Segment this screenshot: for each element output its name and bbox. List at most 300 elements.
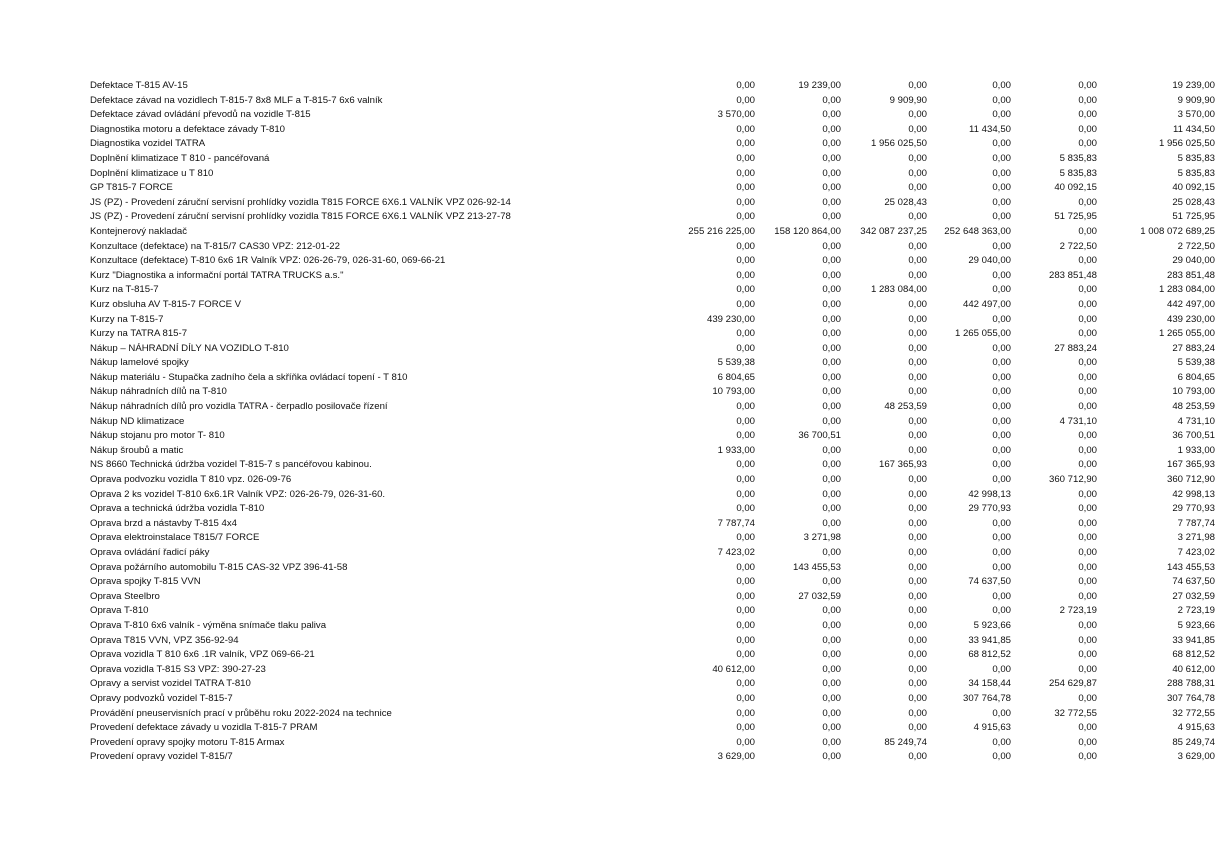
- row-label: Oprava T-810: [90, 605, 149, 617]
- row-value-2: 0,00: [822, 211, 841, 223]
- row-total: 1 283 084,00: [1158, 284, 1215, 296]
- row-value-5: 0,00: [1078, 328, 1097, 340]
- row-total: 7 787,74: [1177, 517, 1215, 529]
- row-total: 5 835,83: [1177, 167, 1215, 179]
- table-row: [90, 517, 1215, 532]
- row-value-2: 0,00: [822, 444, 841, 456]
- row-value-5: 0,00: [1078, 357, 1097, 369]
- table-row: [90, 94, 1215, 109]
- row-total: 1 956 025,50: [1158, 138, 1215, 150]
- row-value-2: 0,00: [822, 196, 841, 208]
- row-value-1: 0,00: [736, 415, 755, 427]
- row-value-1: 0,00: [736, 590, 755, 602]
- row-value-2: 36 700,51: [798, 430, 841, 442]
- row-value-5: 0,00: [1078, 298, 1097, 310]
- row-value-5: 0,00: [1078, 503, 1097, 515]
- row-value-3: 0,00: [908, 109, 927, 121]
- row-value-5: 0,00: [1078, 576, 1097, 588]
- row-label: Oprava elektroinstalace T815/7 FORCE: [90, 532, 260, 544]
- row-label: GP T815-7 FORCE: [90, 182, 173, 194]
- row-value-2: 0,00: [822, 488, 841, 500]
- table-row: [90, 385, 1215, 400]
- row-value-1: 0,00: [736, 167, 755, 179]
- row-value-4: 0,00: [992, 240, 1011, 252]
- row-value-3: 9 909,90: [889, 94, 927, 106]
- table-row: [90, 298, 1215, 313]
- row-value-3: 167 365,93: [878, 459, 927, 471]
- row-total: 40 092,15: [1172, 182, 1215, 194]
- table-row: [90, 283, 1215, 298]
- row-value-4: 1 265 055,00: [954, 328, 1011, 340]
- row-value-3: 0,00: [908, 707, 927, 719]
- row-total: 27 883,24: [1172, 342, 1215, 354]
- row-value-5: 0,00: [1078, 123, 1097, 135]
- row-value-4: 442 497,00: [962, 298, 1011, 310]
- table-row: [90, 546, 1215, 561]
- row-label: Doplnění klimatizace u T 810: [90, 167, 214, 179]
- table-row: [90, 634, 1215, 649]
- row-value-5: 27 883,24: [1054, 342, 1097, 354]
- cost-table: [90, 79, 1215, 765]
- row-value-2: 0,00: [822, 474, 841, 486]
- row-value-2: 27 032,59: [798, 590, 841, 602]
- row-value-4: 0,00: [992, 342, 1011, 354]
- row-value-2: 0,00: [822, 415, 841, 427]
- row-label: Oprava T815 VVN, VPZ 356-92-94: [90, 634, 239, 646]
- table-row: [90, 327, 1215, 342]
- row-value-5: 2 723,19: [1059, 605, 1097, 617]
- row-value-2: 0,00: [822, 459, 841, 471]
- row-value-4: 0,00: [992, 444, 1011, 456]
- row-value-2: 0,00: [822, 576, 841, 588]
- row-value-3: 0,00: [908, 532, 927, 544]
- row-value-4: 0,00: [992, 532, 1011, 544]
- row-label: Defektace T-815 AV-15: [90, 80, 188, 91]
- row-value-5: 0,00: [1078, 736, 1097, 748]
- row-value-5: 0,00: [1078, 109, 1097, 121]
- row-value-1: 0,00: [736, 430, 755, 442]
- row-value-2: 0,00: [822, 357, 841, 369]
- table-row: [90, 108, 1215, 123]
- row-value-2: 0,00: [822, 182, 841, 194]
- row-value-5: 0,00: [1078, 386, 1097, 398]
- table-row: [90, 488, 1215, 503]
- row-value-5: 0,00: [1078, 196, 1097, 208]
- table-row: [90, 240, 1215, 255]
- row-value-5: 0,00: [1078, 459, 1097, 471]
- table-row: [90, 590, 1215, 605]
- row-label: Defektace závad ovládání převodů na vozidle T-815: [90, 109, 311, 121]
- row-value-3: 0,00: [908, 211, 927, 223]
- row-value-2: 0,00: [822, 678, 841, 690]
- row-value-3: 0,00: [908, 678, 927, 690]
- row-value-4: 0,00: [992, 401, 1011, 413]
- table-row: [90, 444, 1215, 459]
- row-value-1: 5 539,38: [717, 357, 755, 369]
- row-value-1: 0,00: [736, 401, 755, 413]
- row-value-2: 0,00: [822, 707, 841, 719]
- row-value-4: 29 040,00: [968, 255, 1011, 267]
- row-total: 1 265 055,00: [1158, 328, 1215, 340]
- row-value-2: 19 239,00: [798, 80, 841, 91]
- row-value-4: 74 637,50: [968, 576, 1011, 588]
- row-value-2: 0,00: [822, 547, 841, 558]
- row-value-3: 0,00: [908, 517, 927, 529]
- row-value-3: 0,00: [908, 152, 927, 164]
- row-value-4: 11 434,50: [969, 123, 1011, 135]
- table-row: [90, 415, 1215, 430]
- row-value-2: 0,00: [822, 342, 841, 354]
- row-value-1: 0,00: [736, 211, 755, 223]
- row-value-1: 0,00: [736, 196, 755, 208]
- row-value-1: 7 423,02: [717, 547, 755, 558]
- row-label: Kurzy na TATRA 815-7: [90, 328, 188, 340]
- row-value-1: 3 629,00: [717, 751, 755, 763]
- row-value-5: 0,00: [1078, 94, 1097, 106]
- row-label: Oprava podvozku vozidla T 810 vpz. 026-09-76: [90, 474, 292, 486]
- row-value-3: 0,00: [908, 182, 927, 194]
- row-total: 74 637,50: [1172, 576, 1215, 588]
- row-value-3: 0,00: [908, 415, 927, 427]
- row-value-2: 0,00: [822, 401, 841, 413]
- row-total: 48 253,59: [1172, 401, 1215, 413]
- row-value-4: 0,00: [992, 109, 1011, 121]
- row-label: JS (PZ) - Provedení záruční servisní prohlídky vozidla T815 FORCE 6X6.1 VALNÍK VPZ 026-92-14: [90, 196, 511, 208]
- row-value-1: 0,00: [736, 474, 755, 486]
- table-row: [90, 371, 1215, 386]
- table-row: [90, 152, 1215, 167]
- row-value-4: 307 764,78: [962, 692, 1011, 704]
- row-value-1: 0,00: [736, 503, 755, 515]
- row-value-3: 0,00: [908, 590, 927, 602]
- row-value-1: 1 933,00: [717, 444, 755, 456]
- row-value-1: 0,00: [736, 269, 755, 281]
- row-value-1: 255 216 225,00: [688, 225, 755, 237]
- row-total: 6 804,65: [1177, 371, 1215, 383]
- table-row: [90, 502, 1215, 517]
- row-label: Kurz "Diagnostika a informační portál TATRA TRUCKS a.s.": [90, 269, 344, 281]
- row-total: 283 851,48: [1166, 269, 1215, 281]
- row-total: 9 909,90: [1177, 94, 1215, 106]
- row-value-1: 40 612,00: [712, 663, 755, 675]
- row-value-5: 0,00: [1078, 692, 1097, 704]
- row-value-1: 0,00: [736, 605, 755, 617]
- row-value-2: 0,00: [822, 94, 841, 106]
- row-value-1: 0,00: [736, 692, 755, 704]
- table-row: [90, 663, 1215, 678]
- row-label: Nákup materiálu - Stupačka zadního čela a skříňka ovládací topení - T 810: [90, 371, 408, 383]
- row-value-2: 0,00: [822, 269, 841, 281]
- row-label: Nákup – NÁHRADNÍ DÍLY NA VOZIDLO T-810: [90, 342, 289, 354]
- row-total: 29 040,00: [1172, 255, 1215, 267]
- row-value-3: 0,00: [908, 80, 927, 91]
- row-value-2: 0,00: [822, 503, 841, 515]
- row-value-1: 0,00: [736, 707, 755, 719]
- row-total: 33 941,85: [1172, 634, 1215, 646]
- table-row: [90, 736, 1215, 751]
- table-row: [90, 677, 1215, 692]
- row-value-3: 0,00: [908, 751, 927, 763]
- row-value-1: 0,00: [736, 152, 755, 164]
- row-total: 3 629,00: [1177, 751, 1215, 763]
- table-row: [90, 707, 1215, 722]
- row-value-4: 0,00: [992, 269, 1011, 281]
- row-value-1: 0,00: [736, 532, 755, 544]
- row-value-4: 0,00: [992, 663, 1011, 675]
- row-value-5: 0,00: [1078, 619, 1097, 631]
- row-label: Oprava 2 ks vozidel T-810 6x6.1R Valník VPZ: 026-26-79, 026-31-60.: [90, 488, 386, 500]
- row-label: Diagnostika motoru a defektace závady T-810: [90, 123, 286, 135]
- row-total: 7 423,02: [1177, 547, 1215, 558]
- row-value-4: 0,00: [992, 547, 1011, 558]
- table-row: [90, 196, 1215, 211]
- row-value-2: 0,00: [822, 736, 841, 748]
- row-value-5: 0,00: [1078, 444, 1097, 456]
- row-value-5: 360 712,90: [1048, 474, 1097, 486]
- row-value-4: 0,00: [992, 313, 1011, 325]
- row-total: 11 434,50: [1173, 123, 1215, 135]
- row-value-4: 0,00: [992, 371, 1011, 383]
- row-label: Oprava a technická údržba vozidla T-810: [90, 503, 265, 515]
- row-value-3: 1 283 084,00: [870, 284, 927, 296]
- row-value-3: 0,00: [908, 269, 927, 281]
- row-value-4: 0,00: [992, 211, 1011, 223]
- row-value-3: 0,00: [908, 547, 927, 558]
- row-value-5: 283 851,48: [1048, 269, 1097, 281]
- row-value-5: 4 731,10: [1059, 415, 1097, 427]
- row-label: Nákup šroubů a matic: [90, 444, 184, 456]
- row-value-4: 0,00: [992, 590, 1011, 602]
- row-total: 19 239,00: [1172, 80, 1215, 91]
- row-value-2: 0,00: [822, 284, 841, 296]
- row-value-4: 34 158,44: [968, 678, 1011, 690]
- row-value-4: 0,00: [992, 167, 1011, 179]
- row-value-2: 0,00: [822, 649, 841, 661]
- row-value-5: 32 772,55: [1054, 707, 1097, 719]
- row-label: Oprava požárního automobilu T-815 CAS-32 VPZ 396-41-58: [90, 561, 348, 573]
- table-row: [90, 210, 1215, 225]
- row-value-3: 0,00: [908, 722, 927, 734]
- row-total: 143 455,53: [1166, 561, 1215, 573]
- row-value-5: 0,00: [1078, 532, 1097, 544]
- row-total: 439 230,00: [1166, 313, 1215, 325]
- row-value-4: 0,00: [992, 561, 1011, 573]
- row-value-2: 0,00: [822, 328, 841, 340]
- row-value-4: 0,00: [992, 474, 1011, 486]
- row-value-5: 0,00: [1078, 401, 1097, 413]
- row-label: Oprava Steelbro: [90, 590, 160, 602]
- table-body: [90, 79, 1215, 765]
- table-row: [90, 619, 1215, 634]
- row-value-4: 0,00: [992, 517, 1011, 529]
- row-value-1: 0,00: [736, 123, 755, 135]
- row-value-4: 0,00: [992, 459, 1011, 471]
- row-label: Diagnostika vozidel TATRA: [90, 138, 206, 150]
- row-value-5: 0,00: [1078, 284, 1097, 296]
- row-label: Provedení opravy spojky motoru T-815 Armax: [90, 736, 285, 748]
- row-value-1: 0,00: [736, 94, 755, 106]
- row-label: Oprava vozidla T 810 6x6 .1R valník, VPZ 069-66-21: [90, 649, 315, 661]
- row-value-3: 0,00: [908, 634, 927, 646]
- row-value-5: 0,00: [1078, 547, 1097, 558]
- row-value-5: 254 629,87: [1048, 678, 1097, 690]
- row-value-2: 0,00: [822, 240, 841, 252]
- row-value-4: 252 648 363,00: [944, 225, 1011, 237]
- row-total: 40 612,00: [1172, 663, 1215, 675]
- table-row: [90, 342, 1215, 357]
- row-value-2: 0,00: [822, 751, 841, 763]
- row-label: Provedení opravy vozidel T-815/7: [90, 751, 233, 763]
- row-value-2: 0,00: [822, 313, 841, 325]
- row-value-3: 0,00: [908, 576, 927, 588]
- row-value-1: 0,00: [736, 255, 755, 267]
- row-value-4: 0,00: [992, 751, 1011, 763]
- row-value-2: 0,00: [822, 517, 841, 529]
- row-value-3: 0,00: [908, 503, 927, 515]
- row-value-2: 0,00: [822, 634, 841, 646]
- row-label: Opravy podvozků vozidel T-815-7: [90, 692, 233, 704]
- row-label: Doplnění klimatizace T 810 - pancéřovaná: [90, 152, 270, 164]
- row-value-1: 0,00: [736, 284, 755, 296]
- row-label: Kontejnerový nakladač: [90, 225, 188, 237]
- row-value-4: 4 915,63: [973, 722, 1011, 734]
- row-value-1: 3 570,00: [717, 109, 755, 121]
- row-value-4: 0,00: [992, 430, 1011, 442]
- row-total: 25 028,43: [1172, 196, 1215, 208]
- row-value-4: 0,00: [992, 707, 1011, 719]
- row-label: Nákup náhradních dílů na T-810: [90, 386, 227, 398]
- row-value-1: 0,00: [736, 722, 755, 734]
- row-value-5: 51 725,95: [1054, 211, 1097, 223]
- row-value-1: 0,00: [736, 649, 755, 661]
- row-value-1: 7 787,74: [717, 517, 755, 529]
- row-label: Oprava brzd a nástavby T-815 4x4: [90, 517, 238, 529]
- table-row: [90, 225, 1215, 240]
- table-row: [90, 400, 1215, 415]
- row-total: 442 497,00: [1166, 298, 1215, 310]
- row-value-3: 0,00: [908, 386, 927, 398]
- row-value-2: 0,00: [822, 663, 841, 675]
- table-row: [90, 604, 1215, 619]
- table-row: [90, 648, 1215, 663]
- row-total: 5 835,83: [1177, 152, 1215, 164]
- row-value-2: 0,00: [822, 692, 841, 704]
- row-value-3: 25 028,43: [884, 196, 927, 208]
- table-row: [90, 167, 1215, 182]
- row-value-1: 0,00: [736, 328, 755, 340]
- row-value-2: 0,00: [822, 722, 841, 734]
- row-label: Oprava vozidla T-815 S3 VPZ: 390-27-23: [90, 663, 266, 675]
- row-total: 1 933,00: [1177, 444, 1215, 456]
- row-value-5: 5 835,83: [1059, 152, 1097, 164]
- row-label: Kurzy na T-815-7: [90, 313, 164, 325]
- row-label: Nákup ND klimatizace: [90, 415, 185, 427]
- table-row: [90, 561, 1215, 576]
- row-value-4: 0,00: [992, 196, 1011, 208]
- row-value-5: 0,00: [1078, 371, 1097, 383]
- table-row: [90, 79, 1215, 94]
- table-row: [90, 269, 1215, 284]
- row-value-4: 0,00: [992, 736, 1011, 748]
- row-label: Opravy a servist vozidel TATRA T-810: [90, 678, 251, 690]
- row-value-5: 0,00: [1078, 561, 1097, 573]
- row-value-2: 0,00: [822, 605, 841, 617]
- row-value-3: 48 253,59: [884, 401, 927, 413]
- table-row: [90, 313, 1215, 328]
- row-value-2: 0,00: [822, 255, 841, 267]
- row-label: Nákup lamelové spojky: [90, 357, 189, 369]
- row-label: Kurz na T-815-7: [90, 284, 159, 296]
- row-total: 27 032,59: [1172, 590, 1215, 602]
- row-total: 3 271,98: [1177, 532, 1215, 544]
- table-row: [90, 531, 1215, 546]
- row-value-1: 6 804,65: [717, 371, 755, 383]
- row-value-3: 0,00: [908, 357, 927, 369]
- row-value-5: 2 722,50: [1059, 240, 1097, 252]
- row-total: 68 812,52: [1172, 649, 1215, 661]
- row-label: Oprava ovládání řadicí páky: [90, 547, 210, 558]
- row-value-1: 0,00: [736, 80, 755, 91]
- row-value-5: 0,00: [1078, 663, 1097, 675]
- row-value-4: 0,00: [992, 138, 1011, 150]
- table-row: [90, 750, 1215, 765]
- row-value-4: 0,00: [992, 357, 1011, 369]
- row-value-3: 0,00: [908, 123, 927, 135]
- row-value-3: 0,00: [908, 240, 927, 252]
- row-value-4: 68 812,52: [968, 649, 1011, 661]
- row-total: 307 764,78: [1166, 692, 1215, 704]
- row-total: 1 008 072 689,25: [1140, 225, 1215, 237]
- row-value-2: 0,00: [822, 298, 841, 310]
- row-value-1: 0,00: [736, 576, 755, 588]
- row-value-3: 0,00: [908, 444, 927, 456]
- row-value-3: 0,00: [908, 649, 927, 661]
- table-row: [90, 181, 1215, 196]
- row-value-3: 0,00: [908, 298, 927, 310]
- row-value-2: 0,00: [822, 123, 841, 135]
- row-value-5: 0,00: [1078, 517, 1097, 529]
- row-value-4: 0,00: [992, 284, 1011, 296]
- row-value-5: 0,00: [1078, 634, 1097, 646]
- row-value-5: 0,00: [1078, 649, 1097, 661]
- row-label: Konzultace (defektace) T-810 6x6 1R Valník VPZ: 026-26-79, 026-31-60, 069-66-21: [90, 255, 446, 267]
- table-row: [90, 721, 1215, 736]
- row-label: NS 8660 Technická údržba vozidel T-815-7 s pancéřovou kabinou.: [90, 459, 372, 471]
- row-value-1: 0,00: [736, 488, 755, 500]
- row-value-5: 0,00: [1078, 488, 1097, 500]
- row-value-3: 85 249,74: [884, 736, 927, 748]
- table-row: [90, 473, 1215, 488]
- row-value-5: 0,00: [1078, 138, 1097, 150]
- row-value-1: 0,00: [736, 634, 755, 646]
- table-row: [90, 137, 1215, 152]
- row-value-2: 143 455,53: [792, 561, 841, 573]
- row-value-1: 0,00: [736, 298, 755, 310]
- row-total: 85 249,74: [1172, 736, 1215, 748]
- row-value-1: 0,00: [736, 182, 755, 194]
- row-value-5: 40 092,15: [1054, 182, 1097, 194]
- row-value-3: 0,00: [908, 605, 927, 617]
- row-value-1: 0,00: [736, 138, 755, 150]
- row-label: Defektace závad na vozidlech T-815-7 8x8 MLF a T-815-7 6x6 valník: [90, 94, 383, 106]
- row-total: 4 731,10: [1177, 415, 1215, 427]
- row-label: Konzultace (defektace) na T-815/7 CAS30 VPZ: 212-01-22: [90, 240, 340, 252]
- row-value-4: 42 998,13: [968, 488, 1011, 500]
- row-value-1: 0,00: [736, 240, 755, 252]
- row-value-2: 0,00: [822, 152, 841, 164]
- row-value-2: 3 271,98: [803, 532, 841, 544]
- row-label: Nákup stojanu pro motor T- 810: [90, 430, 225, 442]
